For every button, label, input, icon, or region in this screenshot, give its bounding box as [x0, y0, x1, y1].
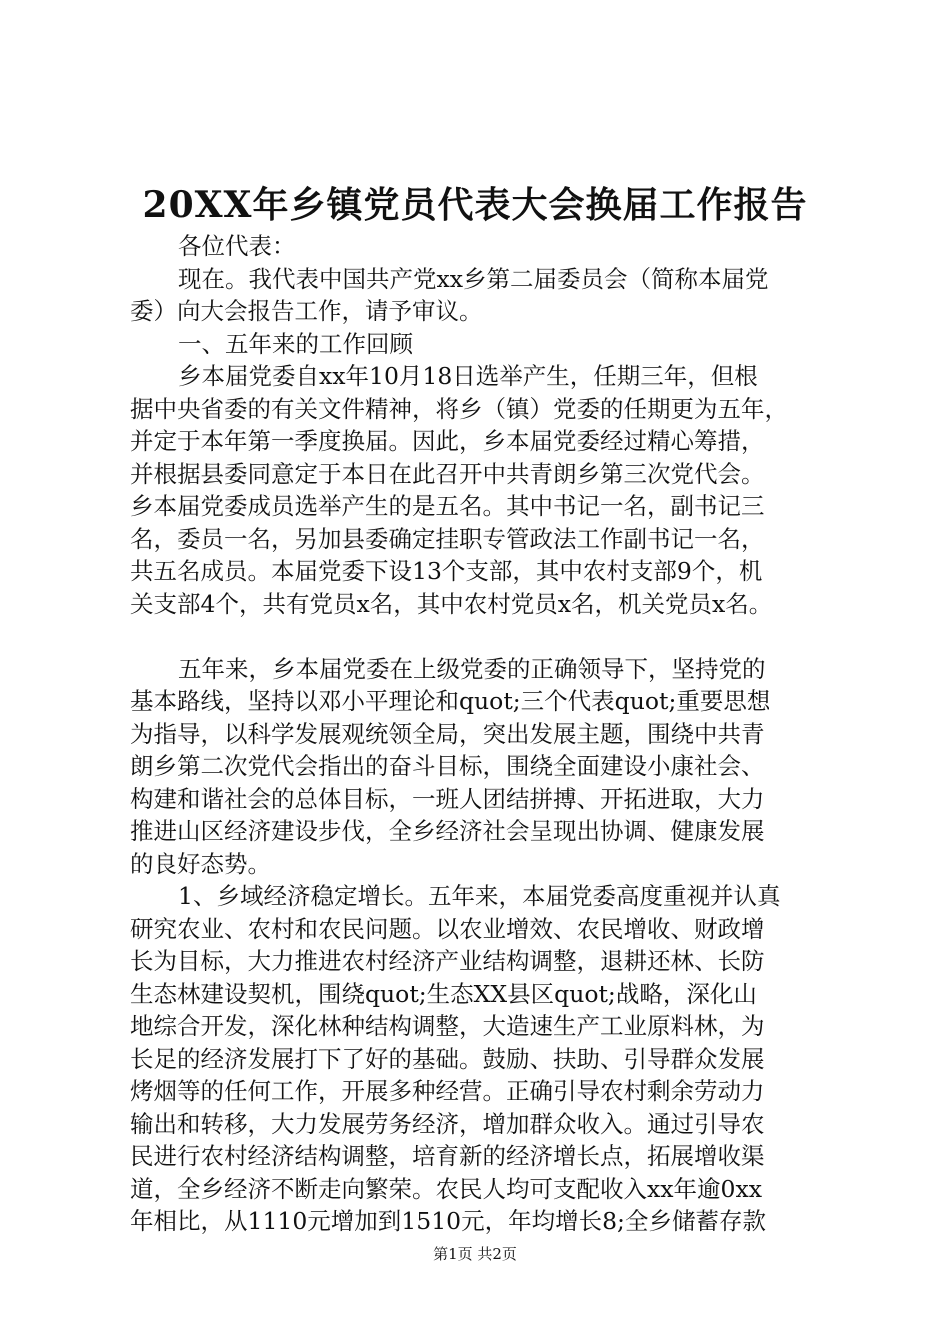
body-line: 据中央省委的有关文件精神，将乡（镇）党委的任期更为五年， — [130, 394, 788, 423]
body-line: 年相比，从1110元增加到1510元，年均增长8;全乡储蓄存款 — [130, 1207, 766, 1235]
body-line: 乡本届党委自xx年10月18日选举产生，任期三年，但根 — [178, 362, 758, 390]
body-line: 地综合开发，深化林种结构调整，大造速生产工业原料林，为 — [130, 1012, 765, 1040]
body-line: 乡本届党委成员选举产生的是五名。其中书记一名，副书记三 — [130, 492, 765, 520]
body-line: 道，全乡经济不断走向繁荣。农民人均可支配收入xx年逾0xx — [130, 1174, 762, 1203]
body-line: 名，委员一名，另加县委确定挂职专管政法工作副书记一名， — [130, 524, 765, 553]
page-footer: 第1页 共2页 — [433, 1245, 517, 1263]
body-line: 研究农业、农村和农民问题。以农业增效、农民增收、财政增 — [130, 914, 765, 943]
body-line: 并定于本年第一季度换届。因此，乡本届党委经过精心筹措， — [130, 427, 765, 455]
body-line: 输出和转移，大力发展劳务经济，增加群众收入。通过引导农 — [130, 1109, 765, 1138]
body-line: 推进山区经济建设步伐，全乡经济社会呈现出协调、健康发展 — [130, 817, 765, 845]
body-line: 的良好态势。 — [130, 849, 271, 878]
body-line: 长足的经济发展打下了好的基础。鼓励、扶助、引导群众发展 — [130, 1044, 765, 1073]
section-heading: 一、五年来的工作回顾 — [178, 329, 413, 358]
document-title: 20XX年乡镇党员代表大会换届工作报告 — [142, 184, 808, 226]
document-body — [130, 230, 830, 1238]
body-line: 构建和谐社会的总体目标，一班人团结拼搏、开拓进取，大力 — [130, 784, 765, 813]
body-line: 基本路线，坚持以邓小平理论和quot;三个代表quot;重要思想 — [130, 687, 771, 715]
body-line: 并根据县委同意定于本日在此召开中共青朗乡第三次党代会。 — [130, 459, 765, 488]
body-line: 五年来，乡本届党委在上级党委的正确领导下，坚持党的 — [178, 654, 766, 683]
body-line: 现在。我代表中国共产党xx乡第二届委员会（简称本届党 — [178, 264, 769, 293]
body-line: 关支部4个，共有党员x名，其中农村党员x名，机关党员x名。 — [130, 589, 773, 618]
body-line: 共五名成员。本届党委下设13个支部，其中农村支部9个，机 — [130, 557, 763, 585]
body-line: 1、乡域经济稳定增长。五年来，本届党委高度重视并认真 — [178, 882, 781, 910]
body-line: 朗乡第二次党代会指出的奋斗目标，围绕全面建设小康社会、 — [130, 752, 765, 780]
body-line: 委）向大会报告工作，请予审议。 — [130, 297, 483, 325]
body-line: 为指导，以科学发展观统领全局，突出发展主题，围绕中共青 — [130, 719, 765, 748]
salutation-line: 各位代表： — [178, 232, 296, 260]
body-line: 民进行农村经济结构调整，培育新的经济增长点，拓展增收渠 — [130, 1142, 765, 1170]
body-line: 烤烟等的任何工作，开展多种经营。正确引导农村剩余劳动力 — [130, 1077, 765, 1105]
paragraph-gap — [130, 620, 830, 653]
body-line: 生态林建设契机，围绕quot;生态XX县区quot;战略，深化山 — [130, 979, 757, 1008]
body-line: 长为目标，大力推进农村经济产业结构调整，退耕还林、长防 — [130, 947, 765, 975]
